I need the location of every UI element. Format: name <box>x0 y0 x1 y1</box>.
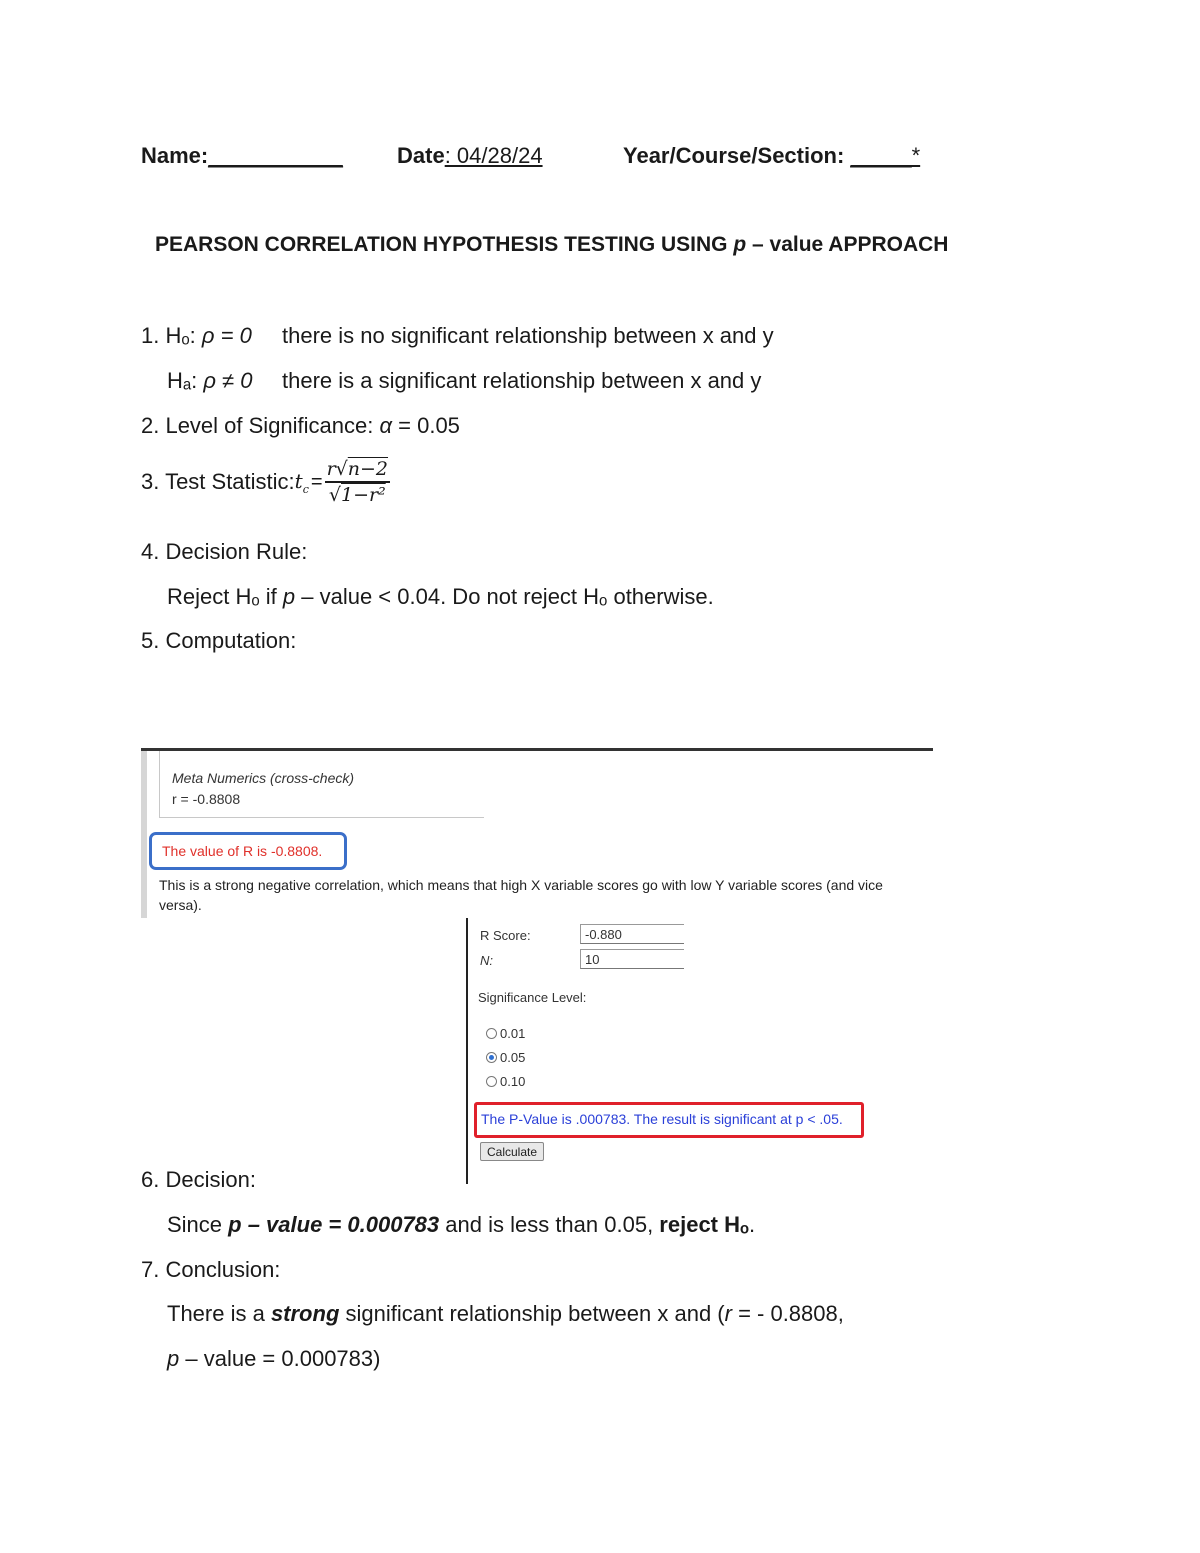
step-3-test-statistic <box>141 457 390 507</box>
date-value: : 04/28/24 <box>444 143 543 168</box>
page-title <box>155 233 948 257</box>
step-7-conclusion: 7. Conclusion: <box>141 1257 281 1282</box>
n-label: N: <box>480 953 493 968</box>
decision-text: Since p – value = 0.000783 and is less than 0.05, reject Hₒ. <box>167 1212 756 1237</box>
year-course-section-field <box>623 143 920 169</box>
r-score-input[interactable]: -0.880 <box>580 924 684 944</box>
tc-symbol: $t_c$ <box>294 468 309 496</box>
radio-option-005[interactable]: 0.05 <box>486 1050 525 1065</box>
step-1-null-hypothesis <box>141 323 252 349</box>
step-3-label: 3. Test Statistic: <box>141 469 295 494</box>
radio-option-001[interactable]: 0.01 <box>486 1026 525 1041</box>
radio-option-010[interactable]: 0.10 <box>486 1074 525 1089</box>
p-value-calculator-screenshot <box>466 918 896 1186</box>
correlation-explanation: This is a strong negative correlation, which means that high X variable scores go with low Y variable scores (and vice versa). <box>159 877 883 913</box>
meta-numerics-r: r = -0.8808 <box>172 791 241 807</box>
formula-1-minus-r2: 1−r² <box>340 484 386 506</box>
meta-numerics-title: Meta Numerics (cross-check) <box>172 770 355 786</box>
radio-button[interactable] <box>486 1028 497 1039</box>
sqrt-icon: √ <box>335 458 348 480</box>
title-p: p <box>733 233 747 256</box>
p-value-result: The P-Value is .000783. The result is significant at p < .05. <box>481 1111 843 1127</box>
test-statistic-formula <box>325 457 390 507</box>
h0-label: Hₒ: <box>165 323 202 348</box>
step-1-number: 1. <box>141 323 166 348</box>
name-label: Name: <box>141 143 209 168</box>
radio-button[interactable] <box>486 1076 497 1087</box>
alt-hypothesis <box>167 368 252 394</box>
conclusion-text-line2: p – value = 0.000783) <box>167 1346 381 1371</box>
sqrt-icon: √ <box>328 484 341 506</box>
step-6-decision: 6. Decision: <box>141 1167 256 1192</box>
formula-r: r <box>326 458 336 480</box>
step-2-label: 2. Level of Significance: <box>141 413 380 438</box>
correlation-result-screenshot <box>141 748 933 918</box>
p-value-highlight <box>474 1102 864 1138</box>
decision-rule-text: Reject Hₒ if p – value < 0.04. Do not reject Hₒ otherwise. <box>167 584 714 609</box>
ycs-label: Year/Course/Section: <box>623 143 851 168</box>
ycs-value: _____* <box>850 143 921 168</box>
ha-label: Hₐ: <box>167 368 204 393</box>
r-value-highlight <box>149 832 347 870</box>
conclusion-text: There is a strong significant relationship between x and (r = - 0.8808, <box>167 1301 844 1326</box>
date-label: Date <box>397 143 445 168</box>
calculate-button[interactable]: Calculate <box>480 1142 544 1161</box>
meta-numerics-box <box>159 751 484 818</box>
ha-expr: ρ ≠ 0 <box>203 368 253 393</box>
name-field <box>141 143 343 169</box>
step-5-computation: 5. Computation: <box>141 628 297 653</box>
ha-text: there is a significant relationship between x and y <box>282 368 762 393</box>
n-input[interactable]: 10 <box>580 949 684 969</box>
r-score-label: R Score: <box>480 928 531 943</box>
title-prefix: PEARSON CORRELATION HYPOTHESIS TESTING USING <box>155 233 734 256</box>
date-field <box>397 143 543 169</box>
step-2-significance <box>141 413 460 439</box>
divider <box>466 918 468 1184</box>
formula-n-minus-2: n−2 <box>347 458 389 480</box>
name-value: ___________ <box>208 143 343 168</box>
side-bar <box>141 751 147 918</box>
h0-expr: ρ = 0 <box>201 323 252 348</box>
h0-text: there is no significant relationship between x and y <box>282 323 774 348</box>
radio-button-selected[interactable] <box>486 1052 497 1063</box>
alpha-symbol: α <box>379 413 393 438</box>
equals-sign: = <box>310 470 323 493</box>
significance-level-label: Significance Level: <box>478 990 587 1005</box>
alpha-value: = 0.05 <box>392 413 460 438</box>
step-4-decision-rule: 4. Decision Rule: <box>141 539 308 564</box>
title-suffix: – value APPROACH <box>746 233 949 256</box>
r-value-text: The value of R is -0.8808. <box>162 843 323 859</box>
